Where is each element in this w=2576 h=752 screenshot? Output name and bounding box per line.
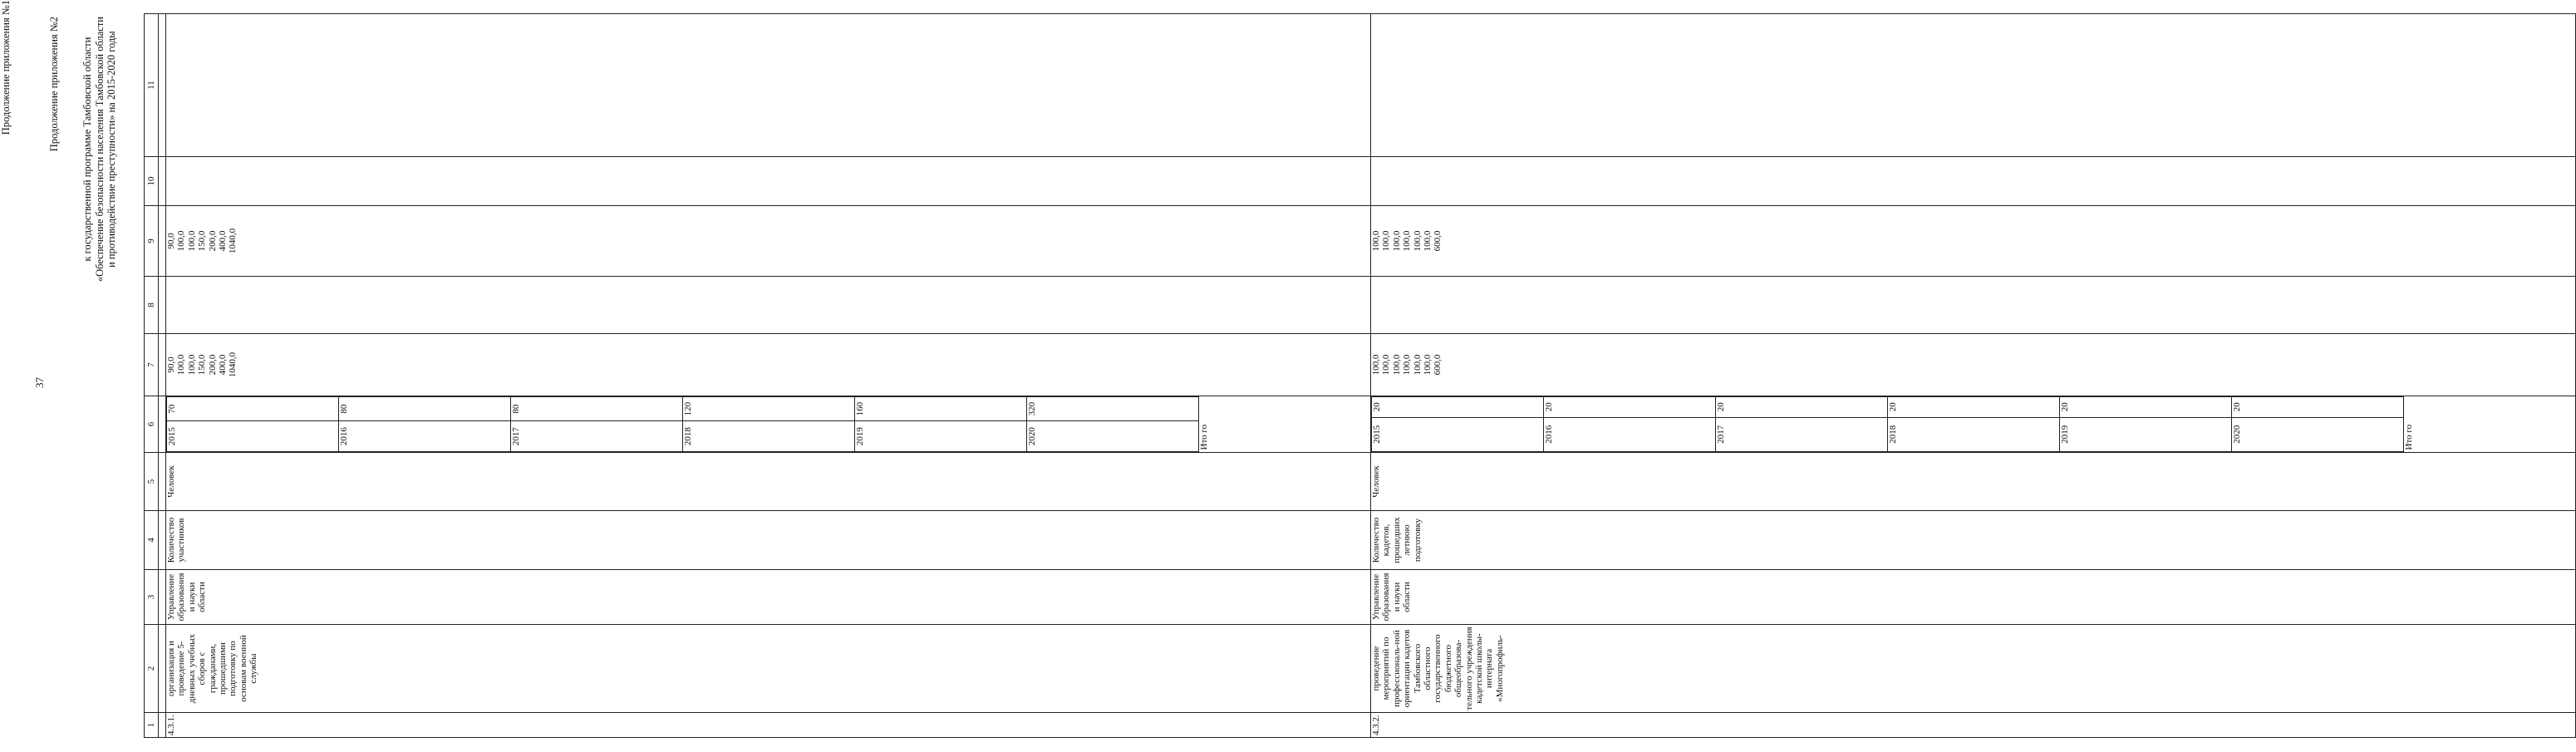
amount-total: 1040,0 xyxy=(228,228,238,254)
year-count-cell xyxy=(1371,396,2576,453)
year-count-table xyxy=(166,396,1370,452)
amount: 150,0 xyxy=(197,354,208,376)
amount: 400,0 xyxy=(217,230,228,252)
subtitle-line: к государственной программе Тамбовской области xyxy=(81,37,93,262)
count: 20 xyxy=(2060,397,2232,418)
amount-cell-col8 xyxy=(1371,277,2576,334)
amount: 100,0 xyxy=(1422,354,1433,376)
col-number: 3 xyxy=(145,570,159,625)
amount-cell-col10 xyxy=(1371,157,2576,206)
count: 80 xyxy=(511,397,683,421)
amount: 100,0 xyxy=(1391,354,1402,376)
amount: 100,0 xyxy=(176,354,187,376)
amount: 90,0 xyxy=(166,233,176,249)
program-subtitle xyxy=(81,17,118,282)
amount-cell-col11 xyxy=(166,14,1371,157)
row-id: 4.3.1. xyxy=(166,713,1371,738)
year: 2016 xyxy=(1544,417,1716,451)
count: 20 xyxy=(1716,397,1888,418)
col-number: 11 xyxy=(145,14,159,157)
table-row xyxy=(1371,14,2576,738)
amount: 100,0 xyxy=(1381,354,1392,376)
amount: 100,0 xyxy=(1371,230,1381,252)
appendix-2-continuation-title: Продолжение приложения №2 xyxy=(48,17,60,152)
col-number: 9 xyxy=(145,206,159,277)
count: 20 xyxy=(1888,397,2060,418)
unit-cell: Человек xyxy=(1371,453,2576,511)
spacer-row xyxy=(159,14,166,738)
amount: 100,0 xyxy=(1371,354,1381,376)
amount: 100,0 xyxy=(186,230,197,252)
total-label: Ито го xyxy=(1199,424,1209,450)
year: 2017 xyxy=(511,421,683,452)
year: 2020 xyxy=(1027,421,1199,452)
indicator-cell: Количество кадетов, прошедших летнюю подготовку xyxy=(1371,511,2576,570)
count: 320 xyxy=(1027,397,1199,421)
amount: 400,0 xyxy=(217,354,228,376)
amount: 200,0 xyxy=(207,230,218,252)
count: 70 xyxy=(167,397,339,421)
executor-cell: Управление образования и науки области xyxy=(1371,570,2576,625)
amount: 100,0 xyxy=(1412,354,1423,376)
year: 2019 xyxy=(2060,417,2232,451)
amount-cell-col7 xyxy=(1371,334,2576,396)
program-table xyxy=(144,13,2576,738)
col-number: 5 xyxy=(145,453,159,511)
activity-cell: проведение мероприятий по профессиональ-ной ориентации кадетов Тамбовского областного государственного бюджетного общеобразова-тельного учреждения кадетской школы-интерната «Многопрофиль- xyxy=(1371,625,2576,713)
amount-cell-col9 xyxy=(166,206,1371,277)
count: 20 xyxy=(1544,397,1716,418)
unit-cell: Человек xyxy=(166,453,1371,511)
table-row xyxy=(166,14,1371,738)
col-number: 7 xyxy=(145,334,159,396)
count: 20 xyxy=(2232,397,2404,418)
year: 2019 xyxy=(855,421,1027,452)
year-count-table xyxy=(1371,396,2575,452)
row-id: 4.3.2. xyxy=(1371,713,2576,738)
amount-cell-col10 xyxy=(166,157,1371,206)
col-number: 8 xyxy=(145,277,159,334)
amount: 100,0 xyxy=(1412,230,1423,252)
amount-total: 600,0 xyxy=(1433,230,1443,252)
year: 2018 xyxy=(1888,417,2060,451)
col-number: 2 xyxy=(145,625,159,713)
col-number: 10 xyxy=(145,157,159,206)
amount: 100,0 xyxy=(186,354,197,376)
total-label: Ито го xyxy=(2404,424,2414,450)
amount-total: 1040,0 xyxy=(228,351,238,378)
column-number-row xyxy=(145,14,159,738)
appendix-1-continuation-note: Продолжение приложения №1 xyxy=(0,0,12,135)
amount: 100,0 xyxy=(1422,230,1433,252)
indicator-cell: Количество участников xyxy=(166,511,1371,570)
amount: 100,0 xyxy=(1391,230,1402,252)
subtitle-line: и противодействие преступности» на 2015-2020 годы xyxy=(106,31,117,268)
amount: 150,0 xyxy=(197,230,208,252)
count: 120 xyxy=(683,397,855,421)
col-number: 1 xyxy=(145,713,159,738)
col-number: 6 xyxy=(145,396,159,453)
count: 20 xyxy=(1372,397,1544,418)
page-number: 37 xyxy=(33,377,46,388)
amount-cell-col11 xyxy=(1371,14,2576,157)
amount: 200,0 xyxy=(207,354,218,376)
year: 2016 xyxy=(339,421,511,452)
amount-total: 600,0 xyxy=(1433,354,1443,376)
year: 2017 xyxy=(1716,417,1888,451)
year: 2015 xyxy=(1372,417,1544,451)
year: 2018 xyxy=(683,421,855,452)
col-number: 4 xyxy=(145,511,159,570)
executor-cell: Управление образования и науки области xyxy=(166,570,1371,625)
count: 160 xyxy=(855,397,1027,421)
amount: 90,0 xyxy=(166,356,176,373)
year: 2020 xyxy=(2232,417,2404,451)
amount-cell-col8 xyxy=(166,277,1371,334)
amount-cell-col9 xyxy=(1371,206,2576,277)
year-count-cell xyxy=(166,396,1371,453)
count: 80 xyxy=(339,397,511,421)
amount-cell-col7 xyxy=(166,334,1371,396)
amount: 100,0 xyxy=(1402,354,1413,376)
amount: 100,0 xyxy=(1402,230,1413,252)
amount: 100,0 xyxy=(1381,230,1392,252)
amount: 100,0 xyxy=(176,230,187,252)
activity-cell: организация и проведение 5-дневных учебных сборов с гражданами, прошедшими подготовку по основам военной службы xyxy=(166,625,1371,713)
year: 2015 xyxy=(167,421,339,452)
subtitle-line: «Обеспечение безопасности населения Тамбовской области xyxy=(93,17,106,283)
